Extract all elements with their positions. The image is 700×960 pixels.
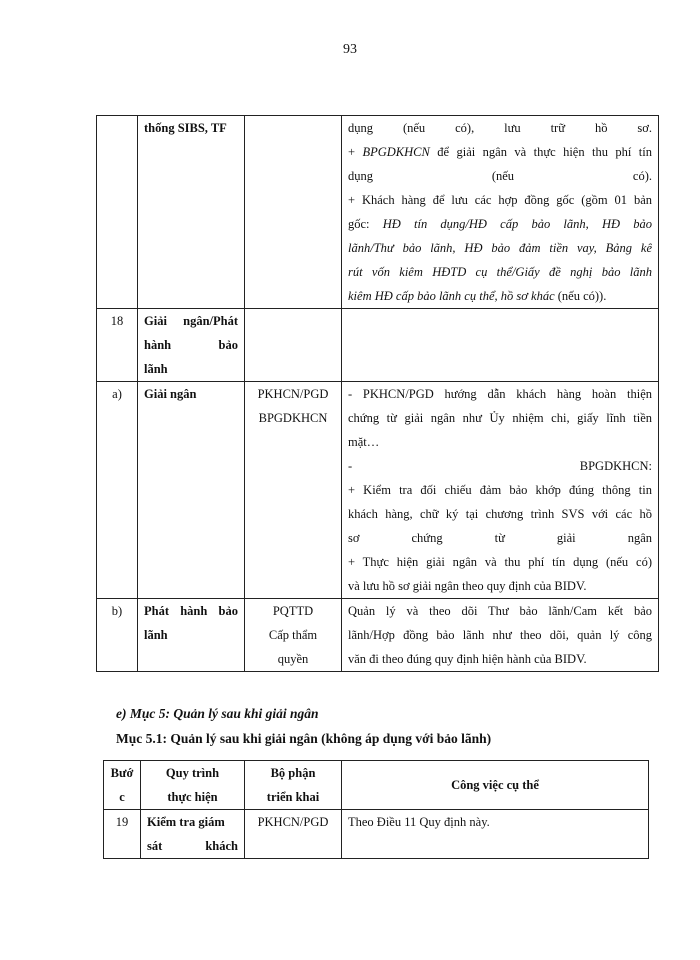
- task-text-part: văn đi theo đúng quy định hiện hành của BIDV.: [348, 652, 587, 666]
- task-line: [348, 454, 652, 478]
- table-header-row: [104, 761, 649, 810]
- process-cell: [138, 116, 245, 309]
- table-row: [97, 599, 659, 672]
- task-line: [348, 284, 652, 308]
- header-process: Quy trình thực hiện: [141, 761, 245, 810]
- header-tasks: Công việc cụ thể: [342, 761, 649, 810]
- task-text-part: chứng từ giải ngân như Ủy nhiệm chi, giấy lĩnh tiền: [348, 411, 652, 425]
- cell-line: lãnh: [144, 362, 168, 376]
- task-text-part: + Kiểm tra đối chiếu đảm bảo khớp đúng thông tin: [348, 483, 652, 497]
- header-step: Bướ c: [104, 761, 141, 810]
- process-cell: [141, 810, 245, 859]
- department-cell: [245, 116, 342, 309]
- cell-line: Cấp thẩm: [268, 628, 318, 642]
- table-row: [104, 810, 649, 859]
- task-line: [348, 212, 652, 236]
- cell-line: Phát hành bảo: [144, 604, 238, 618]
- disbursement-process-table: [96, 115, 659, 672]
- task-text-part: lãnh/Hợp đồng bảo lãnh như theo dõi, quản lý công: [348, 628, 652, 642]
- task-text-part: sơ chứng từ giải ngân: [348, 531, 652, 545]
- task-text-part: dụng (nếu có), lưu trữ hồ sơ.: [348, 121, 652, 135]
- step-cell: [97, 116, 138, 309]
- tasks-cell: [342, 810, 649, 859]
- task-line: [348, 406, 652, 430]
- task-line: [348, 382, 652, 406]
- cell-line: PQTTD: [272, 604, 314, 618]
- tasks-cell: [342, 309, 659, 382]
- task-text-part: rút vốn kiêm HĐTD cụ thể/Giấy đề nghị bảo lãnh: [348, 265, 652, 279]
- cell-line: Kiểm tra giám: [147, 815, 225, 829]
- cell-line: BPGDKHCN: [258, 411, 328, 425]
- task-line: [348, 574, 652, 598]
- task-line: [348, 550, 652, 574]
- cell-line: Giải ngân/Phát: [144, 314, 238, 328]
- step-cell: 18: [97, 309, 138, 382]
- task-text-part: - PKHCN/PGD hướng dẫn khách hàng hoàn thiện: [348, 387, 652, 401]
- table-caption: Mục 5.1: Quản lý sau khi giải ngân (không áp dụng với bảo lãnh): [116, 731, 492, 746]
- tasks-cell: [342, 599, 659, 672]
- task-text-part: (nếu có)).: [554, 289, 607, 303]
- task-line: [348, 599, 652, 623]
- task-line: [348, 140, 652, 164]
- section-heading: e) Mục 5: Quản lý sau khi giải ngân: [116, 706, 319, 721]
- cell-line: hành bảo: [144, 338, 238, 352]
- task-line: [348, 164, 652, 188]
- header-department: Bộ phận triển khai: [245, 761, 342, 810]
- table-row: [97, 116, 659, 309]
- task-line: [348, 116, 652, 140]
- task-line: [348, 236, 652, 260]
- page-number: 93: [343, 42, 357, 57]
- department-cell: [245, 810, 342, 859]
- task-line: [348, 478, 652, 502]
- task-line: [348, 188, 652, 212]
- process-cell: [138, 309, 245, 382]
- step-cell: a): [97, 382, 138, 599]
- department-cell: [245, 599, 342, 672]
- task-line: [348, 623, 652, 647]
- table-row: [97, 309, 659, 382]
- task-text-part: mặt…: [348, 435, 380, 449]
- cell-line: lãnh: [144, 628, 168, 642]
- step-cell: 19: [104, 810, 141, 859]
- task-line: [348, 647, 652, 671]
- cell-line: sát khách: [147, 839, 238, 853]
- task-line: [348, 502, 652, 526]
- cell-line: quyền: [277, 652, 309, 666]
- task-line: [348, 526, 652, 550]
- department-cell: [245, 309, 342, 382]
- department-cell: [245, 382, 342, 599]
- task-text-part: HĐ tín dụng/HĐ cấp bảo lãnh, HĐ bảo: [382, 217, 652, 231]
- task-text-part: +: [348, 145, 363, 159]
- tasks-cell: [342, 382, 659, 599]
- cell-line: Theo Điều 11 Quy định này.: [348, 815, 490, 829]
- tasks-cell: [342, 116, 659, 309]
- task-text-part: BPGDKHCN: [362, 145, 430, 159]
- task-text-part: dụng (nếu có).: [348, 169, 652, 183]
- task-text-part: - BPGDKHCN:: [348, 459, 652, 473]
- task-text-part: Quản lý và theo dõi Thư bảo lãnh/Cam kết bảo: [348, 604, 652, 618]
- cell-line: PKHCN/PGD: [257, 815, 329, 829]
- task-text-part: khách hàng, chữ ký tại chương trình SVS với các hồ: [348, 507, 652, 521]
- task-line: [348, 430, 652, 454]
- process-cell: [138, 382, 245, 599]
- task-text-part: + Thực hiện giải ngân và thu phí tín dụng (nếu có): [348, 555, 652, 569]
- process-cell: [138, 599, 245, 672]
- cell-line: thống SIBS, TF: [144, 121, 227, 135]
- task-text-part: để giải ngân và thực hiện thu phí tín: [429, 145, 652, 159]
- cell-line: PKHCN/PGD: [257, 387, 329, 401]
- task-text-part: gốc:: [348, 217, 383, 231]
- step-cell: b): [97, 599, 138, 672]
- task-text-part: và lưu hồ sơ giải ngân theo quy định của BIDV.: [348, 579, 587, 593]
- table-row: [97, 382, 659, 599]
- task-line: [348, 260, 652, 284]
- cell-line: Giải ngân: [144, 387, 197, 401]
- post-disbursement-table: [103, 760, 649, 859]
- task-text-part: lãnh/Thư bảo lãnh, HĐ bảo đảm tiền vay, Bảng kê: [348, 241, 652, 255]
- task-text-part: + Khách hàng để lưu các hợp đồng gốc (gồm 01 bản: [348, 193, 652, 207]
- task-text-part: kiêm HĐ cấp bảo lãnh cụ thể, hồ sơ khác: [348, 289, 555, 303]
